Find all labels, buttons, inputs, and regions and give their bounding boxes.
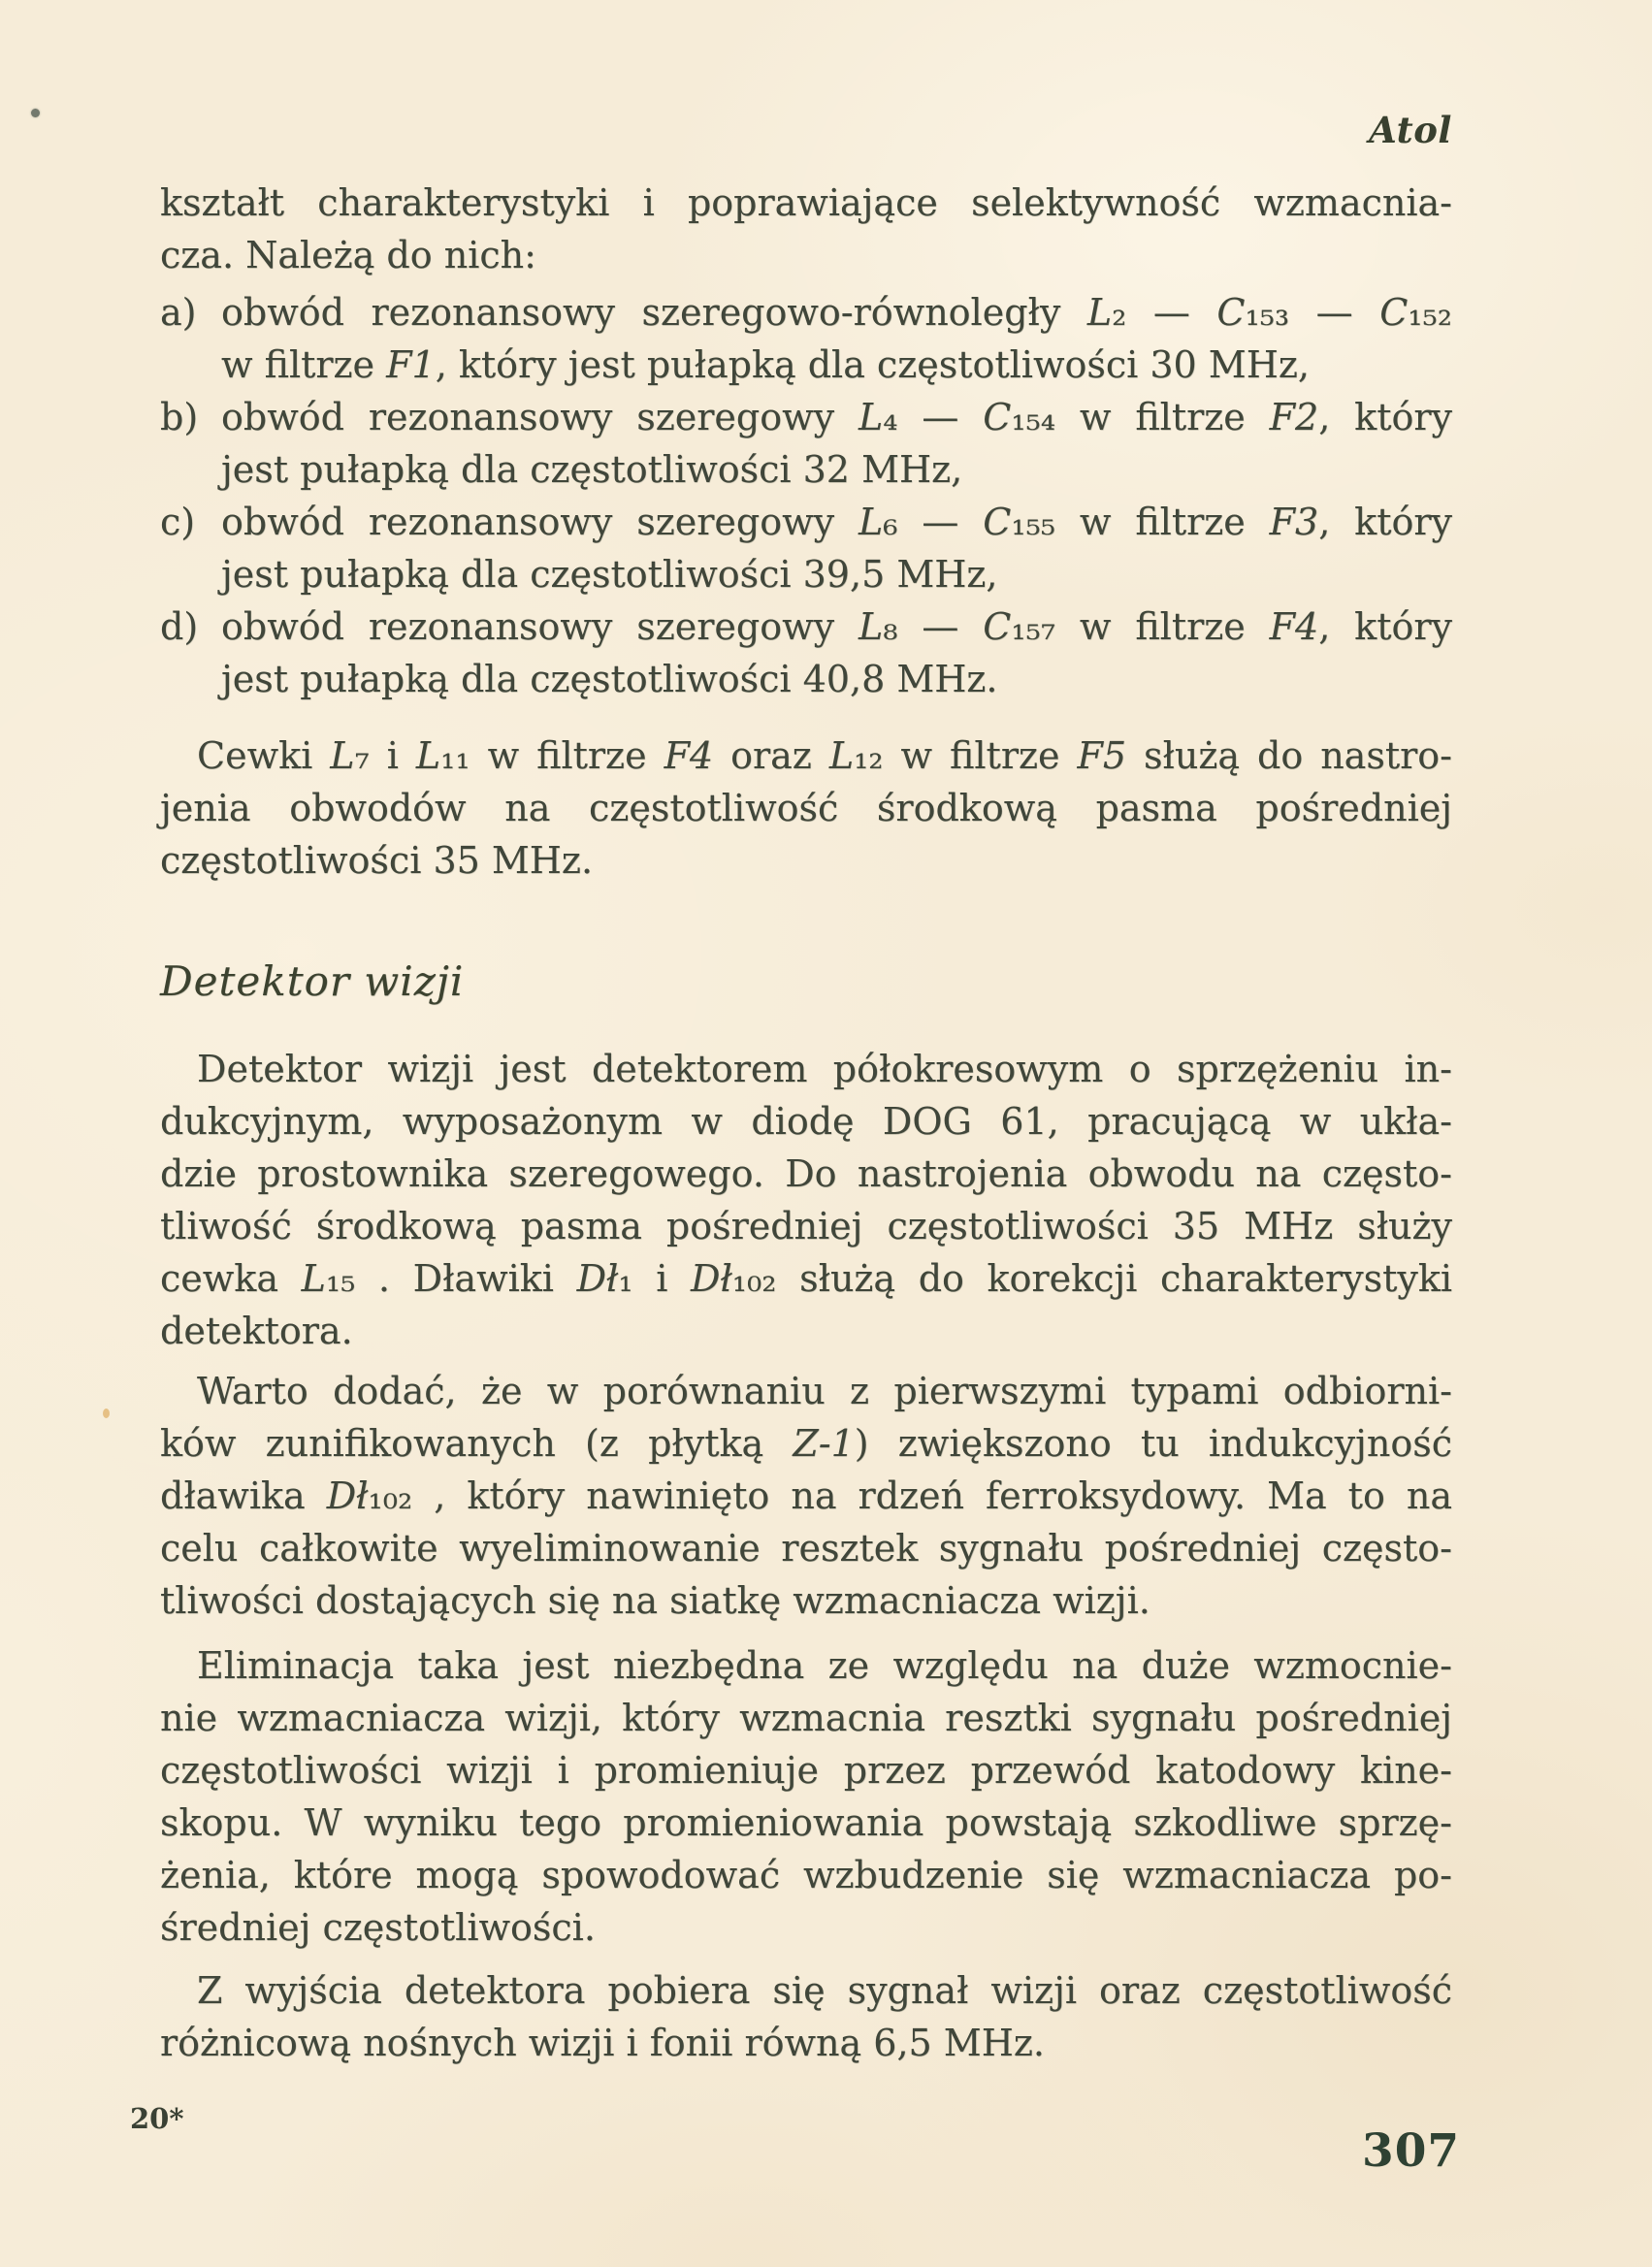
text-line: dławika Dł₁₀₂ , który nawinięto na rdzeń ferroksydowy. Ma to na <box>160 1474 1452 1517</box>
text-line: obwód rezonansowy szeregowo-równoległy L₂ — C₁₅₃ — C₁₅₂ <box>221 291 1452 334</box>
list-item-text <box>221 600 1452 705</box>
paragraph-warto <box>160 1365 1452 1627</box>
section-heading-detektor-wizji: Detektor wizji <box>160 957 465 1005</box>
text-line: średniej częstotliwości. <box>160 1906 596 1949</box>
paragraph-detector <box>160 1043 1452 1357</box>
text-line: cza. Należą do nich: <box>160 234 536 276</box>
list-marker: b) <box>160 396 199 438</box>
text-line: ków zunifikowanych (z płytką Z-1) zwiększono tu indukcyjność <box>160 1422 1452 1465</box>
text-line: jenia obwodów na częstotliwość środkową pasma pośredniej <box>160 787 1452 829</box>
ink-dot <box>31 109 40 117</box>
list-item-text <box>221 286 1452 391</box>
list-item-text <box>221 391 1452 496</box>
text-line: jest pułapką dla częstotliwości 32 MHz, <box>221 448 963 491</box>
signature-mark: 20* <box>130 2102 184 2135</box>
paragraph-eliminacja <box>160 1639 1452 1954</box>
text-line: Cewki L₇ i L₁₁ w filtrze F4 oraz L₁₂ w filtrze F5 służą do nastro- <box>197 734 1452 777</box>
text-line: tliwości dostających się na siatkę wzmacniacza wizji. <box>160 1579 1150 1622</box>
paragraph-coils <box>160 729 1452 887</box>
text-line: obwód rezonansowy szeregowy L₈ — C₁₅₇ w filtrze F4, który <box>221 605 1452 648</box>
list-item-d <box>160 600 1452 705</box>
resonant-circuits-list <box>160 286 1452 705</box>
text-line: celu całkowite wyeliminowanie resztek sygnału pośredniej często- <box>160 1527 1452 1570</box>
text-line: częstotliwości wizji i promieniuje przez przewód katodowy kine- <box>160 1749 1452 1792</box>
list-item-c <box>160 496 1452 600</box>
text-line: Z wyjścia detektora pobiera się sygnał wizji oraz częstotliwość <box>197 1969 1452 2012</box>
text-line: skopu. W wyniku tego promieniowania powstają szkodliwe sprzę- <box>160 1801 1452 1844</box>
text-line: jest pułapką dla częstotliwości 39,5 MHz, <box>221 553 998 596</box>
list-marker: c) <box>160 501 196 543</box>
page-number: 307 <box>1362 2124 1461 2178</box>
text-line: cewka L₁₅ . Dławiki Dł₁ i Dł₁₀₂ służą do korekcji charakterystyki <box>160 1257 1453 1300</box>
running-header: Atol <box>1369 109 1452 151</box>
text-line: żenia, które mogą spowodować wzbudzenie się wzmacniacza po- <box>160 1854 1452 1896</box>
text-line: dzie prostownika szeregowego. Do nastrojenia obwodu na często- <box>160 1152 1452 1195</box>
list-marker: a) <box>160 291 197 334</box>
text-line: Warto dodać, że w porównaniu z pierwszymi typami odbiorni- <box>197 1370 1452 1412</box>
text-line: w filtrze F1, który jest pułapką dla częstotliwości 30 MHz, <box>221 343 1310 386</box>
text-line: różnicową nośnych wizji i fonii równą 6,5 MHz. <box>160 2022 1045 2064</box>
paragraph-intro <box>160 177 1452 281</box>
text-line: obwód rezonansowy szeregowy L₆ — C₁₅₅ w filtrze F3, który <box>221 501 1452 543</box>
text-line: częstotliwości 35 MHz. <box>160 839 594 882</box>
list-item-text <box>221 496 1452 600</box>
text-line: obwód rezonansowy szeregowy L₄ — C₁₅₄ w filtrze F2, który <box>221 396 1452 438</box>
text-line: Detektor wizji jest detektorem półokresowym o sprzężeniu in- <box>197 1048 1452 1090</box>
text-line: jest pułapką dla częstotliwości 40,8 MHz. <box>221 658 998 700</box>
list-item-b <box>160 391 1452 496</box>
list-marker: d) <box>160 605 199 648</box>
text-line: tliwość środkową pasma pośredniej częstotliwości 35 MHz służy <box>160 1205 1452 1247</box>
list-item-a <box>160 286 1452 391</box>
page-text <box>160 177 1452 2069</box>
text-line: detektora. <box>160 1310 353 1352</box>
text-line: kształt charakterystyki i poprawiające selektywność wzmacnia- <box>160 181 1452 224</box>
paper-stain <box>103 1409 110 1418</box>
text-line: dukcyjnym, wyposażonym w diodę DOG 61, pracującą w ukła- <box>160 1100 1452 1143</box>
text-line: Eliminacja taka jest niezbędna ze względu na duże wzmocnie- <box>197 1644 1452 1687</box>
paragraph-output <box>160 1964 1452 2069</box>
text-line: nie wzmacniacza wizji, który wzmacnia resztki sygnału pośredniej <box>160 1697 1452 1739</box>
